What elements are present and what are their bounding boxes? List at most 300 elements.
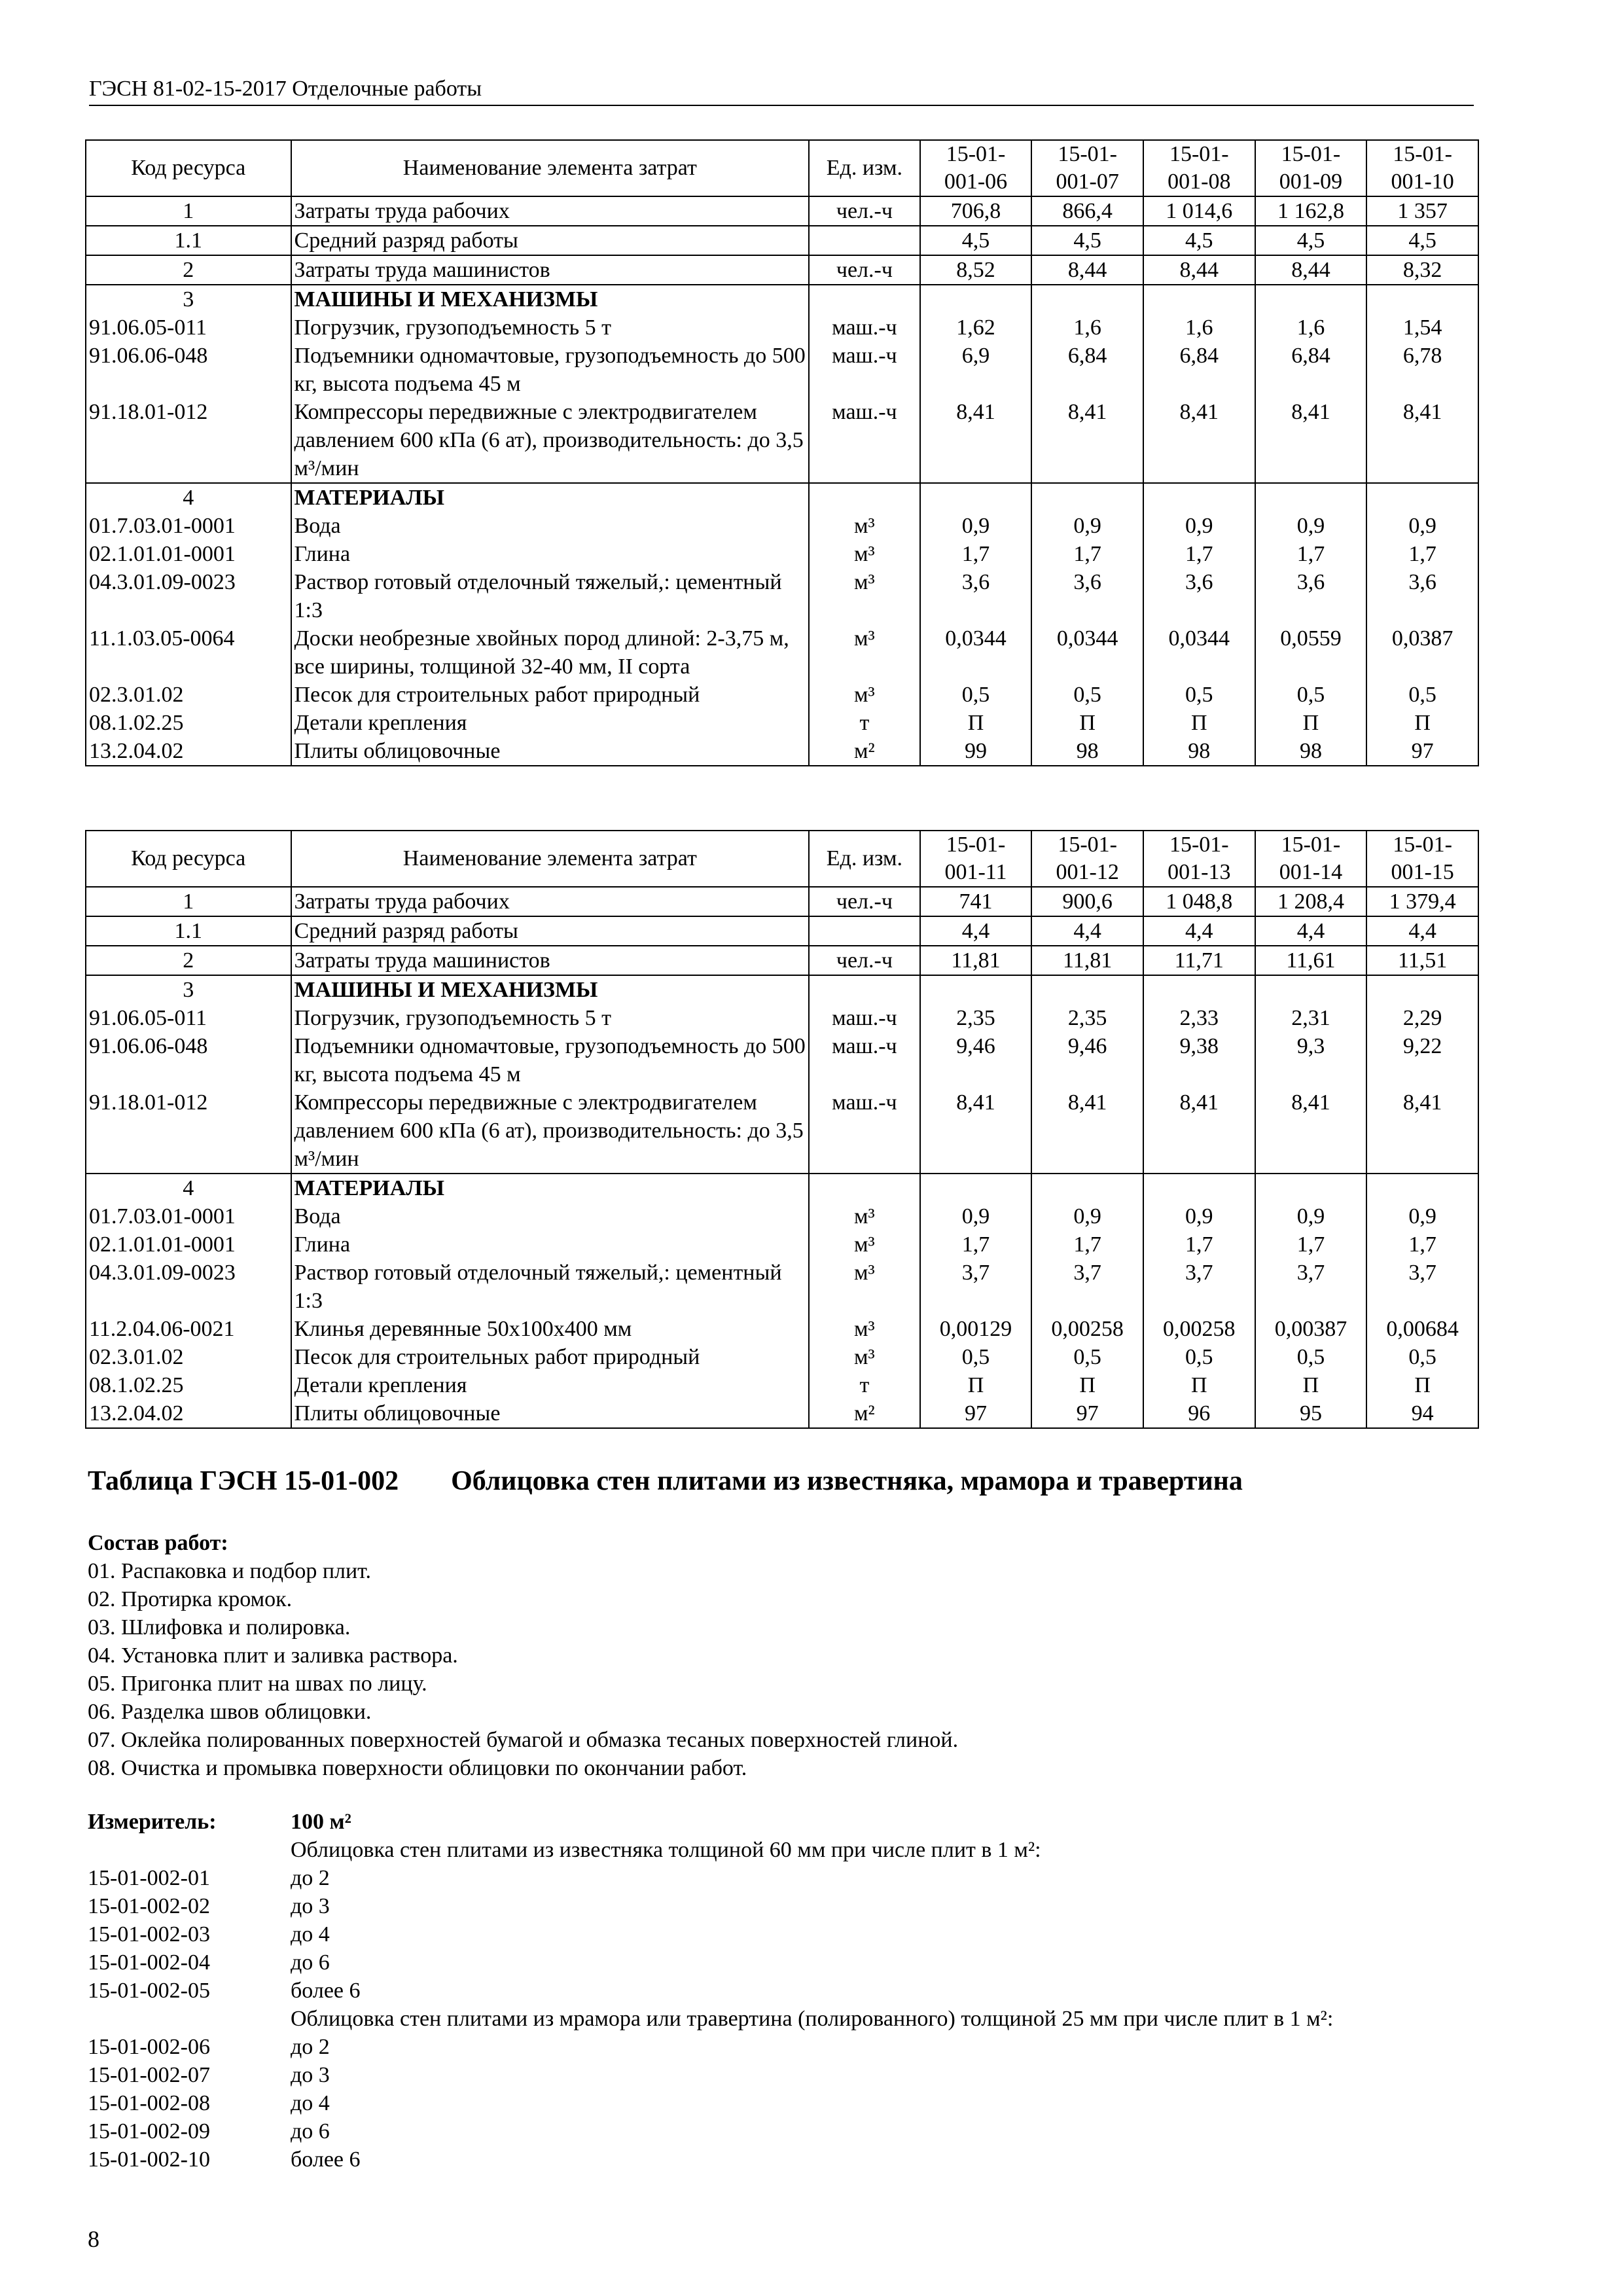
resource-value: 11,51 <box>1366 946 1478 975</box>
table-row <box>86 568 1478 624</box>
resource-code: 91.18.01-012 <box>86 398 291 483</box>
resource-value: 11,71 <box>1143 946 1255 975</box>
resource-value: 1,7 <box>920 540 1032 568</box>
resource-code: 91.06.05-011 <box>86 1004 291 1032</box>
resource-value: 11,61 <box>1255 946 1367 975</box>
resource-unit: м³ <box>809 1315 920 1343</box>
resource-name: МАТЕРИАЛЫ <box>291 483 810 512</box>
resource-value: 0,9 <box>1031 512 1143 540</box>
resource-unit: маш.-ч <box>809 1088 920 1174</box>
table-row <box>86 226 1478 255</box>
resource-value: 0,5 <box>1366 1343 1478 1371</box>
resource-value: 0,00387 <box>1255 1315 1367 1343</box>
resource-unit <box>809 1174 920 1202</box>
resource-name: Подъемники одномачтовые, грузоподъемность до 500 кг, высота подъема 45 м <box>291 1032 810 1088</box>
resource-value: 8,41 <box>1031 398 1143 483</box>
resource-name: Раствор готовый отделочный тяжелый,: цементный 1:3 <box>291 568 810 624</box>
resource-value <box>1143 1174 1255 1202</box>
resource-value: 4,5 <box>1031 226 1143 255</box>
resource-value: П <box>1255 709 1367 737</box>
resource-value: 0,9 <box>1143 512 1255 540</box>
resource-value: 3,6 <box>1366 568 1478 624</box>
resource-value: 2,35 <box>920 1004 1032 1032</box>
resource-value <box>1255 483 1367 512</box>
resource-value: 3,7 <box>1143 1259 1255 1315</box>
norm-item <box>88 2033 1475 2061</box>
resource-value: 0,5 <box>1143 681 1255 709</box>
resource-value <box>1366 483 1478 512</box>
table-row <box>86 1343 1478 1371</box>
resource-name: Погрузчик, грузоподъемность 5 т <box>291 314 810 342</box>
norm-item <box>88 2061 1475 2089</box>
resource-value <box>1143 483 1255 512</box>
norm-item <box>88 1864 1475 1892</box>
norm-code: 15-01-002-01 <box>88 1866 210 1890</box>
resource-value: 4,4 <box>1031 916 1143 946</box>
resource-value: 8,52 <box>920 255 1032 285</box>
table-row <box>86 1032 1478 1088</box>
table-row <box>86 196 1478 226</box>
works-composition <box>88 1529 958 1782</box>
resource-value: 11,81 <box>1031 946 1143 975</box>
meter-group <box>88 2005 1475 2033</box>
resource-value: 4,4 <box>1255 916 1367 946</box>
resource-value: 0,0387 <box>1366 624 1478 681</box>
table-row <box>86 1371 1478 1399</box>
table-row <box>86 887 1478 916</box>
resource-unit: т <box>809 709 920 737</box>
column-header: Наименование элемента затрат <box>291 140 810 196</box>
resource-value: 6,84 <box>1255 342 1367 398</box>
works-item: 08. Очистка и промывка поверхности облицовки по окончании работ. <box>88 1756 747 1780</box>
resource-value: 1 379,4 <box>1366 887 1478 916</box>
resource-name: Плиты облицовочные <box>291 1399 810 1428</box>
resource-value: 1 357 <box>1366 196 1478 226</box>
norm-item <box>88 2089 1475 2117</box>
resource-unit: м³ <box>809 512 920 540</box>
resource-value: 1,7 <box>1366 540 1478 568</box>
resource-value <box>1143 285 1255 314</box>
resource-name: Компрессоры передвижные с электродвигателем давлением 600 кПа (6 ат), производительность: до 3,5 м³/мин <box>291 398 810 483</box>
resource-value: 3,7 <box>1366 1259 1478 1315</box>
table-row <box>86 285 1478 314</box>
resource-value: 1,7 <box>1255 1230 1367 1259</box>
resource-value: 9,22 <box>1366 1032 1478 1088</box>
resource-unit <box>809 226 920 255</box>
resource-unit: маш.-ч <box>809 342 920 398</box>
resource-value: 4,5 <box>1143 226 1255 255</box>
resource-name: Плиты облицовочные <box>291 737 810 766</box>
resource-code: 08.1.02.25 <box>86 1371 291 1399</box>
resource-value: 1,7 <box>1031 1230 1143 1259</box>
table-header-row <box>86 140 1478 196</box>
resource-name: Раствор готовый отделочный тяжелый,: цементный 1:3 <box>291 1259 810 1315</box>
resource-value: 8,41 <box>1031 1088 1143 1174</box>
resource-value: 0,5 <box>1031 681 1143 709</box>
table-row <box>86 255 1478 285</box>
page-number: 8 <box>88 2226 99 2252</box>
group-title: Облицовка стен плитами из мрамора или травертина (полированного) толщиной 25 мм при числе плит в 1 м²: <box>291 2007 1334 2031</box>
resource-name: Компрессоры передвижные с электродвигателем давлением 600 кПа (6 ат), производительность: до 3,5 м³/мин <box>291 1088 810 1174</box>
resource-value <box>1031 285 1143 314</box>
table-name: Облицовка стен плитами из известняка, мрамора и травертина <box>451 1466 1243 1496</box>
resource-value: 3,7 <box>920 1259 1032 1315</box>
resource-value: 4,4 <box>920 916 1032 946</box>
resource-name: МАШИНЫ И МЕХАНИЗМЫ <box>291 285 810 314</box>
resource-value: П <box>920 709 1032 737</box>
resource-value: 98 <box>1031 737 1143 766</box>
group-title: Облицовка стен плитами из известняка толщиной 60 мм при числе плит в 1 м²: <box>291 1838 1041 1862</box>
resource-unit: м² <box>809 1399 920 1428</box>
column-header: Наименование элемента затрат <box>291 831 810 887</box>
column-header: 15-01- 001-11 <box>920 831 1032 887</box>
resource-value: 900,6 <box>1031 887 1143 916</box>
norm-item <box>88 1920 1475 1948</box>
resource-code: 1.1 <box>86 916 291 946</box>
works-list <box>88 1557 958 1782</box>
norm-code: 15-01-002-02 <box>88 1894 210 1918</box>
resource-value <box>920 285 1032 314</box>
resource-value: 2,35 <box>1031 1004 1143 1032</box>
table-row <box>86 540 1478 568</box>
table-row <box>86 681 1478 709</box>
table-row <box>86 1259 1478 1315</box>
resource-code: 91.06.05-011 <box>86 314 291 342</box>
resource-value: П <box>1366 709 1478 737</box>
resource-value: 4,4 <box>1366 916 1478 946</box>
resource-code: 2 <box>86 946 291 975</box>
table-row <box>86 314 1478 342</box>
resource-value: 2,29 <box>1366 1004 1478 1032</box>
resource-value: 1,62 <box>920 314 1032 342</box>
resource-value: 99 <box>920 737 1032 766</box>
resource-value: 0,00129 <box>920 1315 1032 1343</box>
resource-code: 91.06.06-048 <box>86 1032 291 1088</box>
resource-value <box>1366 285 1478 314</box>
resource-value: 6,84 <box>1031 342 1143 398</box>
resource-unit <box>809 916 920 946</box>
resource-unit: м³ <box>809 1343 920 1371</box>
table-title <box>88 1465 1243 1498</box>
resource-value: 4,4 <box>1143 916 1255 946</box>
resource-value: П <box>1255 1371 1367 1399</box>
column-header: 15-01- 001-06 <box>920 140 1032 196</box>
resource-name: Средний разряд работы <box>291 226 810 255</box>
resource-name: Вода <box>291 512 810 540</box>
table-row <box>86 398 1478 483</box>
resource-value: 1 048,8 <box>1143 887 1255 916</box>
norm-code: 15-01-002-04 <box>88 1950 210 1975</box>
norm-item <box>88 1948 1475 1977</box>
resource-value: 0,5 <box>1255 1343 1367 1371</box>
table-row <box>86 342 1478 398</box>
resource-value: 1,7 <box>1031 540 1143 568</box>
resource-value: 9,46 <box>1031 1032 1143 1088</box>
resource-value: 1,54 <box>1366 314 1478 342</box>
norm-text: до 4 <box>291 1922 330 1946</box>
works-item: 07. Оклейка полированных поверхностей бумагой и обмазка тесаных поверхностей глиной. <box>88 1728 959 1752</box>
resource-value: 3,7 <box>1031 1259 1143 1315</box>
resource-name: МАТЕРИАЛЫ <box>291 1174 810 1202</box>
resource-name: Детали крепления <box>291 1371 810 1399</box>
resource-value: 1,7 <box>1143 540 1255 568</box>
resource-value: 97 <box>1366 737 1478 766</box>
resource-value <box>1143 975 1255 1004</box>
resource-name: Затраты труда машинистов <box>291 255 810 285</box>
column-header: 15-01- 001-12 <box>1031 831 1143 887</box>
table-row <box>86 1088 1478 1174</box>
resource-value <box>920 1174 1032 1202</box>
resource-value: 95 <box>1255 1399 1367 1428</box>
resource-value: 0,5 <box>1366 681 1478 709</box>
column-header: Код ресурса <box>86 140 291 196</box>
resource-table-2 <box>85 830 1479 1429</box>
norm-code: 15-01-002-06 <box>88 2035 210 2059</box>
resource-value: 0,9 <box>920 512 1032 540</box>
resource-value: 1,7 <box>920 1230 1032 1259</box>
resource-code: 11.1.03.05-0064 <box>86 624 291 681</box>
table-row <box>86 975 1478 1004</box>
table-row <box>86 946 1478 975</box>
resource-name: Затраты труда рабочих <box>291 196 810 226</box>
resource-value: 0,0344 <box>920 624 1032 681</box>
table-row <box>86 1202 1478 1230</box>
resource-code: 13.2.04.02 <box>86 1399 291 1428</box>
resource-value: 6,84 <box>1143 342 1255 398</box>
norm-text: до 4 <box>291 2091 330 2115</box>
resource-unit: м² <box>809 737 920 766</box>
resource-code: 1 <box>86 196 291 226</box>
table-row <box>86 1174 1478 1202</box>
resource-name: Затраты труда рабочих <box>291 887 810 916</box>
resource-unit: маш.-ч <box>809 1004 920 1032</box>
resource-value: 8,44 <box>1255 255 1367 285</box>
resource-value: 3,6 <box>1255 568 1367 624</box>
norm-text: более 6 <box>291 2147 361 2172</box>
norm-text: более 6 <box>291 1979 361 2003</box>
resource-value: 0,5 <box>1031 1343 1143 1371</box>
resource-value: 4,5 <box>1366 226 1478 255</box>
resource-unit: м³ <box>809 1230 920 1259</box>
resource-value: П <box>920 1371 1032 1399</box>
table-row <box>86 483 1478 512</box>
resource-value: 0,9 <box>1366 512 1478 540</box>
norm-text: до 2 <box>291 2035 330 2059</box>
resource-value: 97 <box>1031 1399 1143 1428</box>
table-header-row <box>86 831 1478 887</box>
resource-value: 1 208,4 <box>1255 887 1367 916</box>
resource-value: 9,38 <box>1143 1032 1255 1088</box>
resource-value: 0,00258 <box>1031 1315 1143 1343</box>
norm-code: 15-01-002-07 <box>88 2063 210 2087</box>
resource-value: 3,7 <box>1255 1259 1367 1315</box>
resource-value: 98 <box>1143 737 1255 766</box>
resource-code: 11.2.04.06-0021 <box>86 1315 291 1343</box>
works-item: 04. Установка плит и заливка раствора. <box>88 1643 458 1668</box>
resource-code: 04.3.01.09-0023 <box>86 568 291 624</box>
resource-name: Затраты труда машинистов <box>291 946 810 975</box>
resource-code: 02.3.01.02 <box>86 681 291 709</box>
resource-value: 94 <box>1366 1399 1478 1428</box>
table-row <box>86 737 1478 766</box>
resource-value: П <box>1031 1371 1143 1399</box>
resource-unit <box>809 285 920 314</box>
resource-name: Погрузчик, грузоподъемность 5 т <box>291 1004 810 1032</box>
resource-unit: чел.-ч <box>809 255 920 285</box>
resource-name: Глина <box>291 540 810 568</box>
resource-value: 0,00684 <box>1366 1315 1478 1343</box>
column-header: 15-01- 001-08 <box>1143 140 1255 196</box>
resource-value: 9,46 <box>920 1032 1032 1088</box>
resource-value: 866,4 <box>1031 196 1143 226</box>
resource-table-1 <box>85 139 1479 766</box>
resource-unit: м³ <box>809 1202 920 1230</box>
table-row <box>86 709 1478 737</box>
page-header: ГЭСН 81-02-15-2017 Отделочные работы <box>89 76 1474 106</box>
resource-value <box>920 975 1032 1004</box>
resource-value <box>1031 483 1143 512</box>
resource-value: 0,00258 <box>1143 1315 1255 1343</box>
resource-code: 4 <box>86 1174 291 1202</box>
column-header: 15-01- 001-13 <box>1143 831 1255 887</box>
resource-value: 98 <box>1255 737 1367 766</box>
resource-value <box>1255 1174 1367 1202</box>
norm-text: до 6 <box>291 2119 330 2144</box>
resource-value <box>1031 975 1143 1004</box>
table-row <box>86 916 1478 946</box>
resource-value <box>1031 1174 1143 1202</box>
resource-name: Песок для строительных работ природный <box>291 1343 810 1371</box>
group-spacer <box>88 1836 291 1864</box>
resource-unit: чел.-ч <box>809 887 920 916</box>
resource-value: 2,33 <box>1143 1004 1255 1032</box>
meter-group <box>88 1836 1475 1864</box>
resource-value: 0,9 <box>1255 1202 1367 1230</box>
norm-text: до 3 <box>291 2063 330 2087</box>
resource-code: 02.3.01.02 <box>86 1343 291 1371</box>
resource-value: 8,41 <box>920 398 1032 483</box>
works-item: 02. Протирка кромок. <box>88 1587 293 1611</box>
resource-code: 3 <box>86 285 291 314</box>
resource-unit: маш.-ч <box>809 1032 920 1088</box>
resource-value: 0,5 <box>920 681 1032 709</box>
resource-unit: чел.-ч <box>809 946 920 975</box>
works-item: 05. Пригонка плит на швах по лицу. <box>88 1672 427 1696</box>
resource-value: 8,32 <box>1366 255 1478 285</box>
resource-value: 6,9 <box>920 342 1032 398</box>
table-row <box>86 1399 1478 1428</box>
resource-name: Доски необрезные хвойных пород длиной: 2-3,75 м, все ширины, толщиной 32-40 мм, II сорта <box>291 624 810 681</box>
resource-code: 01.7.03.01-0001 <box>86 512 291 540</box>
resource-value: П <box>1143 1371 1255 1399</box>
resource-value <box>920 483 1032 512</box>
resource-name: Клинья деревянные 50х100х400 мм <box>291 1315 810 1343</box>
resource-value: 8,41 <box>1143 1088 1255 1174</box>
column-header: Код ресурса <box>86 831 291 887</box>
norm-item <box>88 1977 1475 2005</box>
resource-value: 1,7 <box>1366 1230 1478 1259</box>
resource-code: 1.1 <box>86 226 291 255</box>
resource-code: 4 <box>86 483 291 512</box>
resource-value: 8,41 <box>1143 398 1255 483</box>
resource-value: 0,0344 <box>1143 624 1255 681</box>
resource-code: 1 <box>86 887 291 916</box>
resource-name: Глина <box>291 1230 810 1259</box>
resource-unit: м³ <box>809 540 920 568</box>
meter-groups <box>88 1836 1475 2174</box>
resource-unit: м³ <box>809 1259 920 1315</box>
resource-name: МАШИНЫ И МЕХАНИЗМЫ <box>291 975 810 1004</box>
norm-code: 15-01-002-09 <box>88 2119 210 2144</box>
resource-code: 04.3.01.09-0023 <box>86 1259 291 1315</box>
resource-value: 8,41 <box>1255 1088 1367 1174</box>
norm-code: 15-01-002-08 <box>88 2091 210 2115</box>
resource-code: 02.1.01.01-0001 <box>86 540 291 568</box>
table-label: Таблица ГЭСН 15-01-002 <box>88 1466 399 1496</box>
resource-value: 741 <box>920 887 1032 916</box>
resource-value: 1,7 <box>1255 540 1367 568</box>
resource-value: П <box>1031 709 1143 737</box>
resource-code: 91.06.06-048 <box>86 342 291 398</box>
resource-unit <box>809 975 920 1004</box>
resource-code: 91.18.01-012 <box>86 1088 291 1174</box>
resource-name: Вода <box>291 1202 810 1230</box>
resource-value: 8,44 <box>1031 255 1143 285</box>
norm-code: 15-01-002-03 <box>88 1922 210 1946</box>
resource-unit: маш.-ч <box>809 398 920 483</box>
resource-value: 11,81 <box>920 946 1032 975</box>
column-header: 15-01- 001-15 <box>1366 831 1478 887</box>
resource-value: 1 014,6 <box>1143 196 1255 226</box>
resource-value <box>1255 975 1367 1004</box>
column-header: Ед. изм. <box>809 140 920 196</box>
works-item: 01. Распаковка и подбор плит. <box>88 1559 371 1583</box>
resource-value: 1,6 <box>1255 314 1367 342</box>
works-heading: Состав работ: <box>88 1531 228 1555</box>
table-row <box>86 624 1478 681</box>
group-spacer <box>88 2005 291 2033</box>
resource-unit: маш.-ч <box>809 314 920 342</box>
norm-code: 15-01-002-10 <box>88 2147 210 2172</box>
column-header: 15-01- 001-10 <box>1366 140 1478 196</box>
works-item: 06. Разделка швов облицовки. <box>88 1700 372 1724</box>
table-row <box>86 1004 1478 1032</box>
resource-value: 0,9 <box>1143 1202 1255 1230</box>
resource-value: 0,9 <box>1031 1202 1143 1230</box>
norm-item <box>88 2117 1475 2145</box>
resource-name: Песок для строительных работ природный <box>291 681 810 709</box>
resource-value: 0,9 <box>920 1202 1032 1230</box>
resource-value <box>1366 1174 1478 1202</box>
table-row <box>86 1230 1478 1259</box>
resource-unit <box>809 483 920 512</box>
resource-value: 0,5 <box>920 1343 1032 1371</box>
meter-section <box>88 1808 1475 2174</box>
resource-value: П <box>1366 1371 1478 1399</box>
norm-item <box>88 2145 1475 2174</box>
resource-value: 4,5 <box>1255 226 1367 255</box>
resource-value: 6,78 <box>1366 342 1478 398</box>
column-header: 15-01- 001-09 <box>1255 140 1367 196</box>
table-row <box>86 1315 1478 1343</box>
resource-value: 4,5 <box>920 226 1032 255</box>
resource-value: 1,7 <box>1143 1230 1255 1259</box>
resource-unit: м³ <box>809 624 920 681</box>
resource-unit: м³ <box>809 681 920 709</box>
column-header: 15-01- 001-14 <box>1255 831 1367 887</box>
resource-value: 1,6 <box>1031 314 1143 342</box>
resource-value: 8,44 <box>1143 255 1255 285</box>
